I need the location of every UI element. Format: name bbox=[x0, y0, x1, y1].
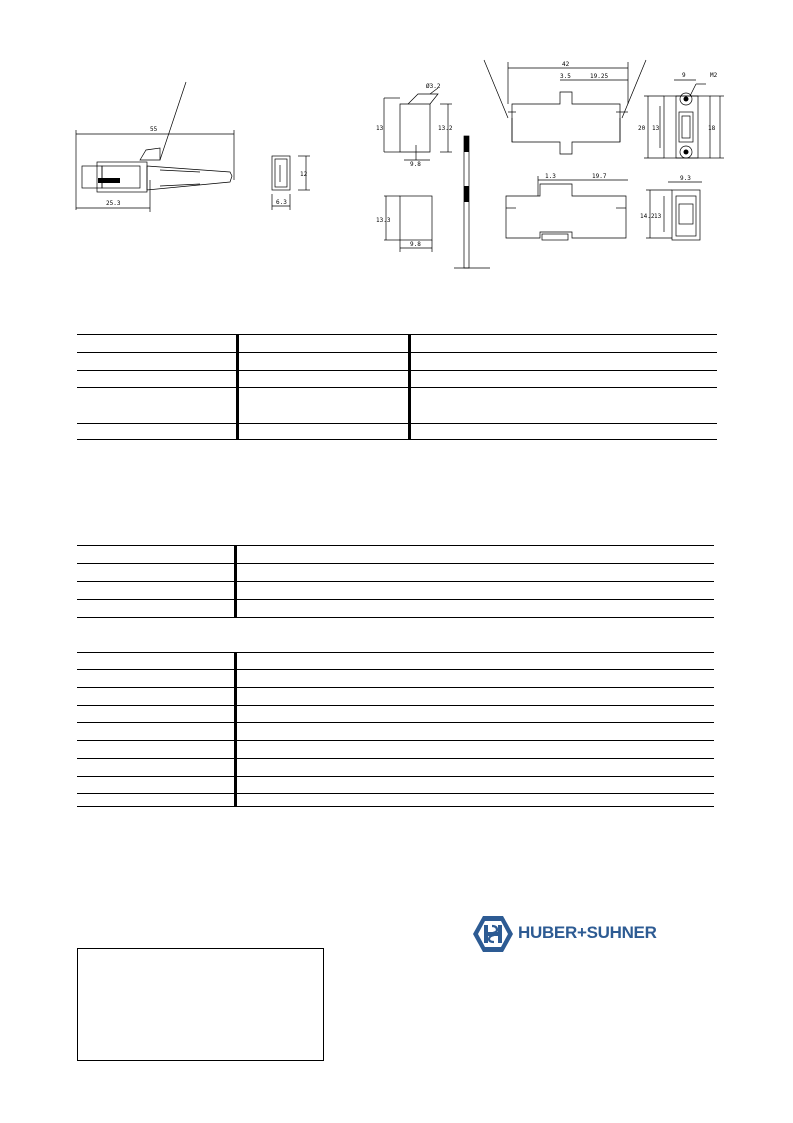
specification-table-1 bbox=[77, 334, 717, 440]
dim-connector-body: 25.3 bbox=[106, 200, 121, 207]
brand-name: HUBER+SUHNER bbox=[518, 923, 657, 942]
rod-band-middle bbox=[464, 186, 469, 202]
table-row bbox=[77, 758, 714, 776]
table-row bbox=[77, 352, 717, 370]
dim-boot-inner-height: 13.2 bbox=[438, 125, 453, 132]
table-row bbox=[77, 722, 714, 740]
connector-side-view bbox=[76, 82, 310, 212]
dim-side-height-b: 13 bbox=[652, 125, 660, 132]
dim-connector-front-width: 6.3 bbox=[276, 199, 287, 206]
dim-bottom-side-width: 9.3 bbox=[680, 175, 691, 182]
table-row bbox=[77, 793, 714, 807]
boot-views bbox=[384, 88, 452, 252]
dim-connector-front-height: 12 bbox=[300, 171, 308, 178]
dim-adapter-bottom-half: 19.7 bbox=[592, 173, 607, 180]
dim-boot2-width: 9.8 bbox=[410, 241, 421, 248]
table-row bbox=[77, 669, 714, 687]
rod-band-top bbox=[464, 136, 469, 152]
dim-connector-length: 55 bbox=[150, 126, 158, 133]
dim-adapter-bottom-offset: 1.3 bbox=[545, 173, 556, 180]
connector-label-mark bbox=[98, 178, 120, 183]
dim-adapter-half: 19.25 bbox=[590, 73, 609, 80]
table-row bbox=[77, 776, 714, 793]
table-row bbox=[77, 423, 717, 440]
dim-side-thread: M2 bbox=[710, 72, 718, 79]
specification-table-3 bbox=[77, 652, 714, 807]
specification-table-2 bbox=[77, 545, 714, 618]
hs-emblem-icon bbox=[472, 914, 514, 954]
dim-adapter-flange: 3.5 bbox=[560, 73, 571, 80]
screw-bottom bbox=[684, 150, 689, 155]
table-row bbox=[77, 740, 714, 758]
table-row bbox=[77, 687, 714, 705]
dim-boot2-height: 13.3 bbox=[376, 217, 391, 224]
empty-info-box bbox=[77, 948, 324, 1061]
dim-side-height-a: 20 bbox=[638, 125, 646, 132]
huber-suhner-logo bbox=[472, 914, 687, 954]
rod-drawing bbox=[454, 136, 490, 268]
dim-boot-width: 9.8 bbox=[410, 161, 421, 168]
dim-adapter-width: 42 bbox=[562, 61, 570, 68]
screw-top bbox=[684, 97, 689, 102]
table-row bbox=[77, 581, 714, 599]
dim-boot-height: 13 bbox=[376, 125, 384, 132]
dim-side-height-c: 18 bbox=[708, 125, 716, 132]
table-row bbox=[77, 334, 717, 352]
table-row bbox=[77, 370, 717, 387]
technical-drawings bbox=[0, 0, 793, 290]
table-row bbox=[77, 387, 717, 423]
dim-side-width: 9 bbox=[682, 72, 686, 79]
dim-boot-diameter: Ø3.2 bbox=[426, 83, 441, 90]
table-row bbox=[77, 652, 714, 669]
table-row bbox=[77, 599, 714, 618]
table-row bbox=[77, 705, 714, 722]
dim-bottom-side-height-b: 13 bbox=[654, 213, 662, 220]
table-row bbox=[77, 563, 714, 581]
table-row bbox=[77, 545, 714, 563]
adapter-views bbox=[484, 60, 646, 240]
dim-bottom-side-height-a: 14.2 bbox=[640, 213, 655, 220]
